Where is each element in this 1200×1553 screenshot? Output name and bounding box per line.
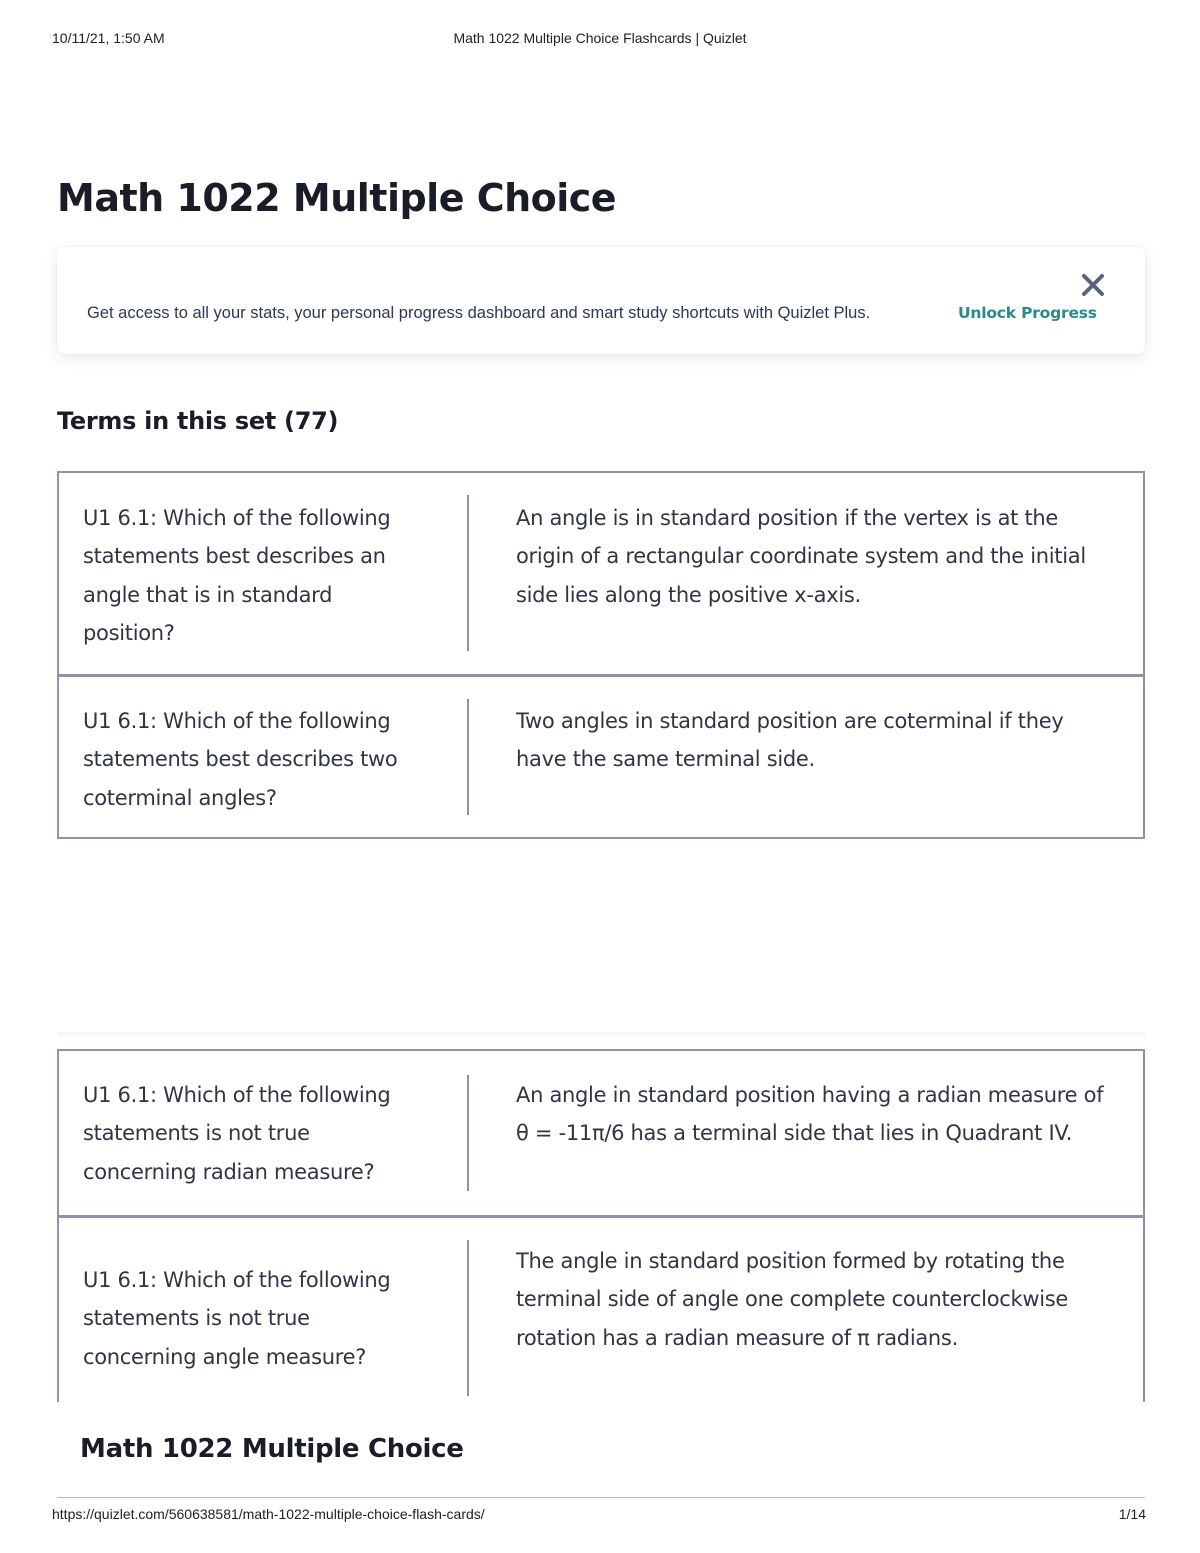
term-row[interactable] [59,473,1143,674]
term-definition: The angle in standard position formed by rotating the terminal side of angle one complete counterclockwise rotation has a radian measure of π radians. [516,1249,1069,1350]
term-divider [467,1075,469,1191]
page-separator [57,1032,1145,1038]
term-row[interactable] [59,674,1143,837]
term-question: U1 6.1: Which of the following statements is not true concerning radian measure? [83,1083,391,1184]
sticky-title: Math 1022 Multiple Choice [80,1434,464,1464]
print-url: https://quizlet.com/560638581/math-1022-multiple-choice-flash-cards/ [52,1506,485,1522]
term-definition: Two angles in standard position are coterminal if they have the same terminal side. [516,709,1064,772]
term-row[interactable] [59,1051,1143,1215]
unlock-progress-link[interactable]: Unlock Progress [958,304,1097,322]
term-divider [467,495,469,651]
terms-table [57,1049,1145,1429]
print-document-title: Math 1022 Multiple Choice Flashcards | Quizlet [453,30,747,46]
close-icon[interactable] [1079,271,1107,299]
print-datetime: 10/11/21, 1:50 AM [52,30,165,46]
term-question: U1 6.1: Which of the following statements best describes an angle that is in standard position? [83,506,391,645]
term-divider [467,699,469,815]
print-footer [0,1506,1200,1526]
term-definition: An angle is in standard position if the vertex is at the origin of a rectangular coordinate system and the initial side lies along the positive x-axis. [516,506,1086,607]
page-title: Math 1022 Multiple Choice [57,176,617,220]
terms-table [57,471,1145,839]
footer-divider [57,1497,1145,1498]
term-row[interactable] [59,1215,1143,1425]
terms-heading: Terms in this set (77) [57,407,339,435]
term-question: U1 6.1: Which of the following statements best describes two coterminal angles? [83,709,398,810]
page-number: 1/14 [1118,1506,1146,1522]
promo-text: Get access to all your stats, your personal progress dashboard and smart study shortcuts with Quizlet Plus. [87,304,871,322]
term-definition: An angle in standard position having a radian measure of θ = -11π/6 has a terminal side that lies in Quadrant IV. [516,1083,1104,1146]
print-header [0,30,1200,50]
promo-banner [57,247,1145,354]
term-question: U1 6.1: Which of the following statements is not true concerning angle measure? [83,1268,391,1369]
term-divider [467,1240,469,1396]
